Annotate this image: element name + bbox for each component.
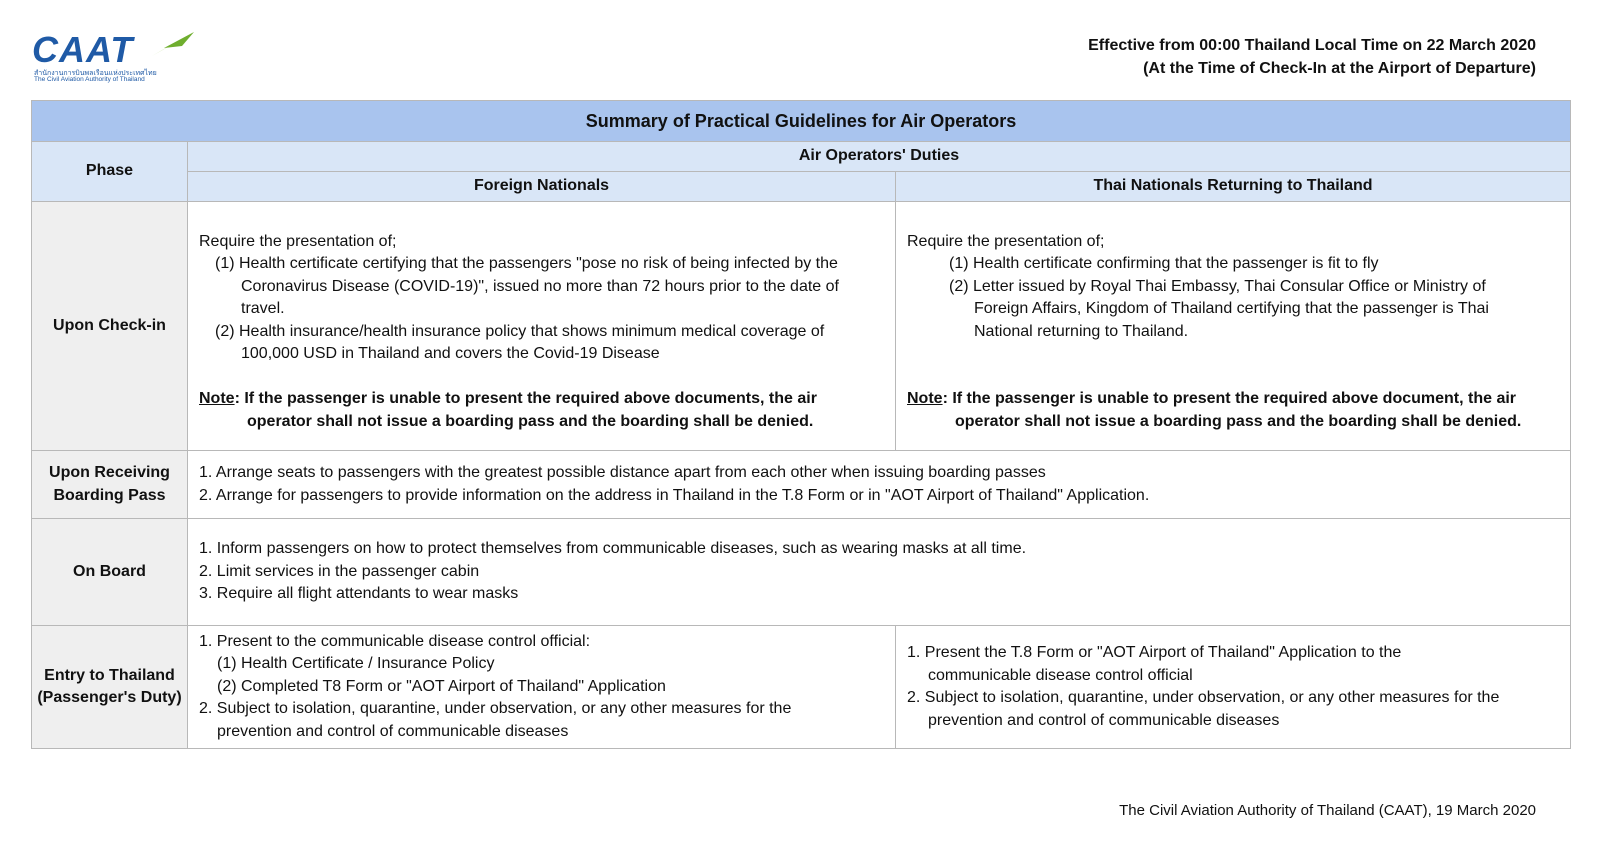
note-label: Note <box>907 390 943 408</box>
logo-thai-text: สำนักงานการบินพลเรือนแห่งประเทศไทย <box>34 70 157 77</box>
checkin-foreign-item1-a: (1) Health certificate certifying that the passengers "pose no risk of being infected by the <box>215 255 838 273</box>
onboard-cell <box>188 519 1571 626</box>
onboard-item3: 3. Require all flight attendants to wear masks <box>199 585 519 603</box>
entry-thai-item2-b: prevention and control of communicable diseases <box>928 711 1280 729</box>
phase-upon-receiving-boarding-pass <box>32 451 188 519</box>
checkin-thai-item2-c: National returning to Thailand. <box>974 322 1189 340</box>
swoosh-icon <box>150 30 196 60</box>
effective-line-1: Effective from 00:00 Thailand Local Time on 22 March 2020 <box>1088 37 1536 54</box>
entry-foreign-item2-b: prevention and control of communicable diseases <box>217 722 569 740</box>
onboard-item2: 2. Limit services in the passenger cabin <box>199 562 480 580</box>
checkin-foreign-note-b: operator shall not issue a boarding pass and the boarding shall be denied. <box>247 412 814 430</box>
checkin-foreign-note-a: : If the passenger is unable to present the required above documents, the air <box>234 390 817 408</box>
table-title: Summary of Practical Guidelines for Air Operators <box>32 101 1571 142</box>
effective-line-2: (At the Time of Check-In at the Airport of Departure) <box>1143 60 1536 77</box>
phase-entry-line-2: (Passenger's Duty) <box>37 689 182 706</box>
note-label: Note <box>199 390 235 408</box>
checkin-thai-intro: Require the presentation of; <box>907 232 1105 250</box>
phase-entry-line-1: Entry to Thailand <box>44 666 175 684</box>
checkin-thai-item2-a: (2) Letter issued by Royal Thai Embassy, Thai Consular Office or Ministry of <box>949 277 1486 295</box>
foreign-nationals-header: Foreign Nationals <box>188 172 896 202</box>
checkin-thai-item1: (1) Health certificate confirming that the passenger is fit to fly <box>949 255 1379 273</box>
checkin-thai-cell <box>896 202 1571 451</box>
entry-thai-cell <box>896 626 1571 749</box>
phase-on-board: On Board <box>32 519 188 626</box>
checkin-foreign-item1-c: travel. <box>241 300 285 318</box>
entry-thai-item2-a: 2. Subject to isolation, quarantine, under observation, or any other measures for the <box>907 689 1500 706</box>
phase-upon-check-in: Upon Check-in <box>32 202 188 451</box>
phase-entry-to-thailand <box>32 626 188 749</box>
checkin-foreign-item2-b: 100,000 USD in Thailand and covers the Covid-19 Disease <box>241 345 660 363</box>
logo-wordmark: CAAT <box>32 29 134 70</box>
logo-english-text: The Civil Aviation Authority of Thailand <box>34 76 145 83</box>
entry-foreign-sub1: (1) Health Certificate / Insurance Policy <box>217 655 495 673</box>
effective-date <box>1088 34 1536 80</box>
onboard-item1: 1. Inform passengers on how to protect themselves from communicable diseases, such as wearing masks at all time. <box>199 540 1027 558</box>
duties-header: Air Operators' Duties <box>188 142 1571 172</box>
entry-foreign-sub2: (2) Completed T8 Form or "AOT Airport of Thailand" Application <box>217 677 666 695</box>
checkin-foreign-note <box>199 388 887 411</box>
entry-foreign-item2-a: 2. Subject to isolation, quarantine, under observation, or any other measures for the <box>199 700 792 718</box>
guidelines-table <box>31 100 1571 749</box>
entry-thai-item1-a: 1. Present the T.8 Form or "AOT Airport of Thailand" Application to the <box>907 644 1402 661</box>
checkin-thai-item2-b: Foreign Affairs, Kingdom of Thailand certifying that the passenger is Thai <box>974 300 1489 318</box>
boarding-item1: 1. Arrange seats to passengers with the greatest possible distance apart from each other when issuing boarding passes <box>199 464 1046 481</box>
checkin-foreign-cell <box>188 202 896 451</box>
entry-thai-item1-b: communicable disease control official <box>928 666 1193 684</box>
thai-nationals-header: Thai Nationals Returning to Thailand <box>896 172 1571 202</box>
entry-foreign-item1: 1. Present to the communicable disease control official: <box>199 632 591 650</box>
checkin-thai-note <box>907 388 1562 411</box>
checkin-thai-note-b: operator shall not issue a boarding pass and the boarding shall be denied. <box>955 412 1522 430</box>
boarding-cell <box>188 451 1571 519</box>
checkin-foreign-item2-a: (2) Health insurance/health insurance policy that shows minimum medical coverage of <box>215 322 825 340</box>
phase-header: Phase <box>32 142 188 202</box>
footer-credit: The Civil Aviation Authority of Thailand (CAAT), 19 March 2020 <box>1119 802 1536 819</box>
checkin-foreign-item1-b: Coronavirus Disease (COVID-19)", issued no more than 72 hours prior to the date of <box>241 277 839 295</box>
checkin-thai-note-a: : If the passenger is unable to present the required above document, the air <box>942 390 1517 408</box>
checkin-foreign-intro: Require the presentation of; <box>199 232 397 250</box>
boarding-item2: 2. Arrange for passengers to provide information on the address in Thailand in the T.8 Form or in "AOT Airport of Thailand" Application. <box>199 486 1150 504</box>
phase-boarding-line-1: Upon Receiving <box>49 464 170 481</box>
phase-boarding-line-2: Boarding Pass <box>53 486 166 504</box>
entry-foreign-cell <box>188 626 896 749</box>
caat-logo <box>32 30 192 86</box>
